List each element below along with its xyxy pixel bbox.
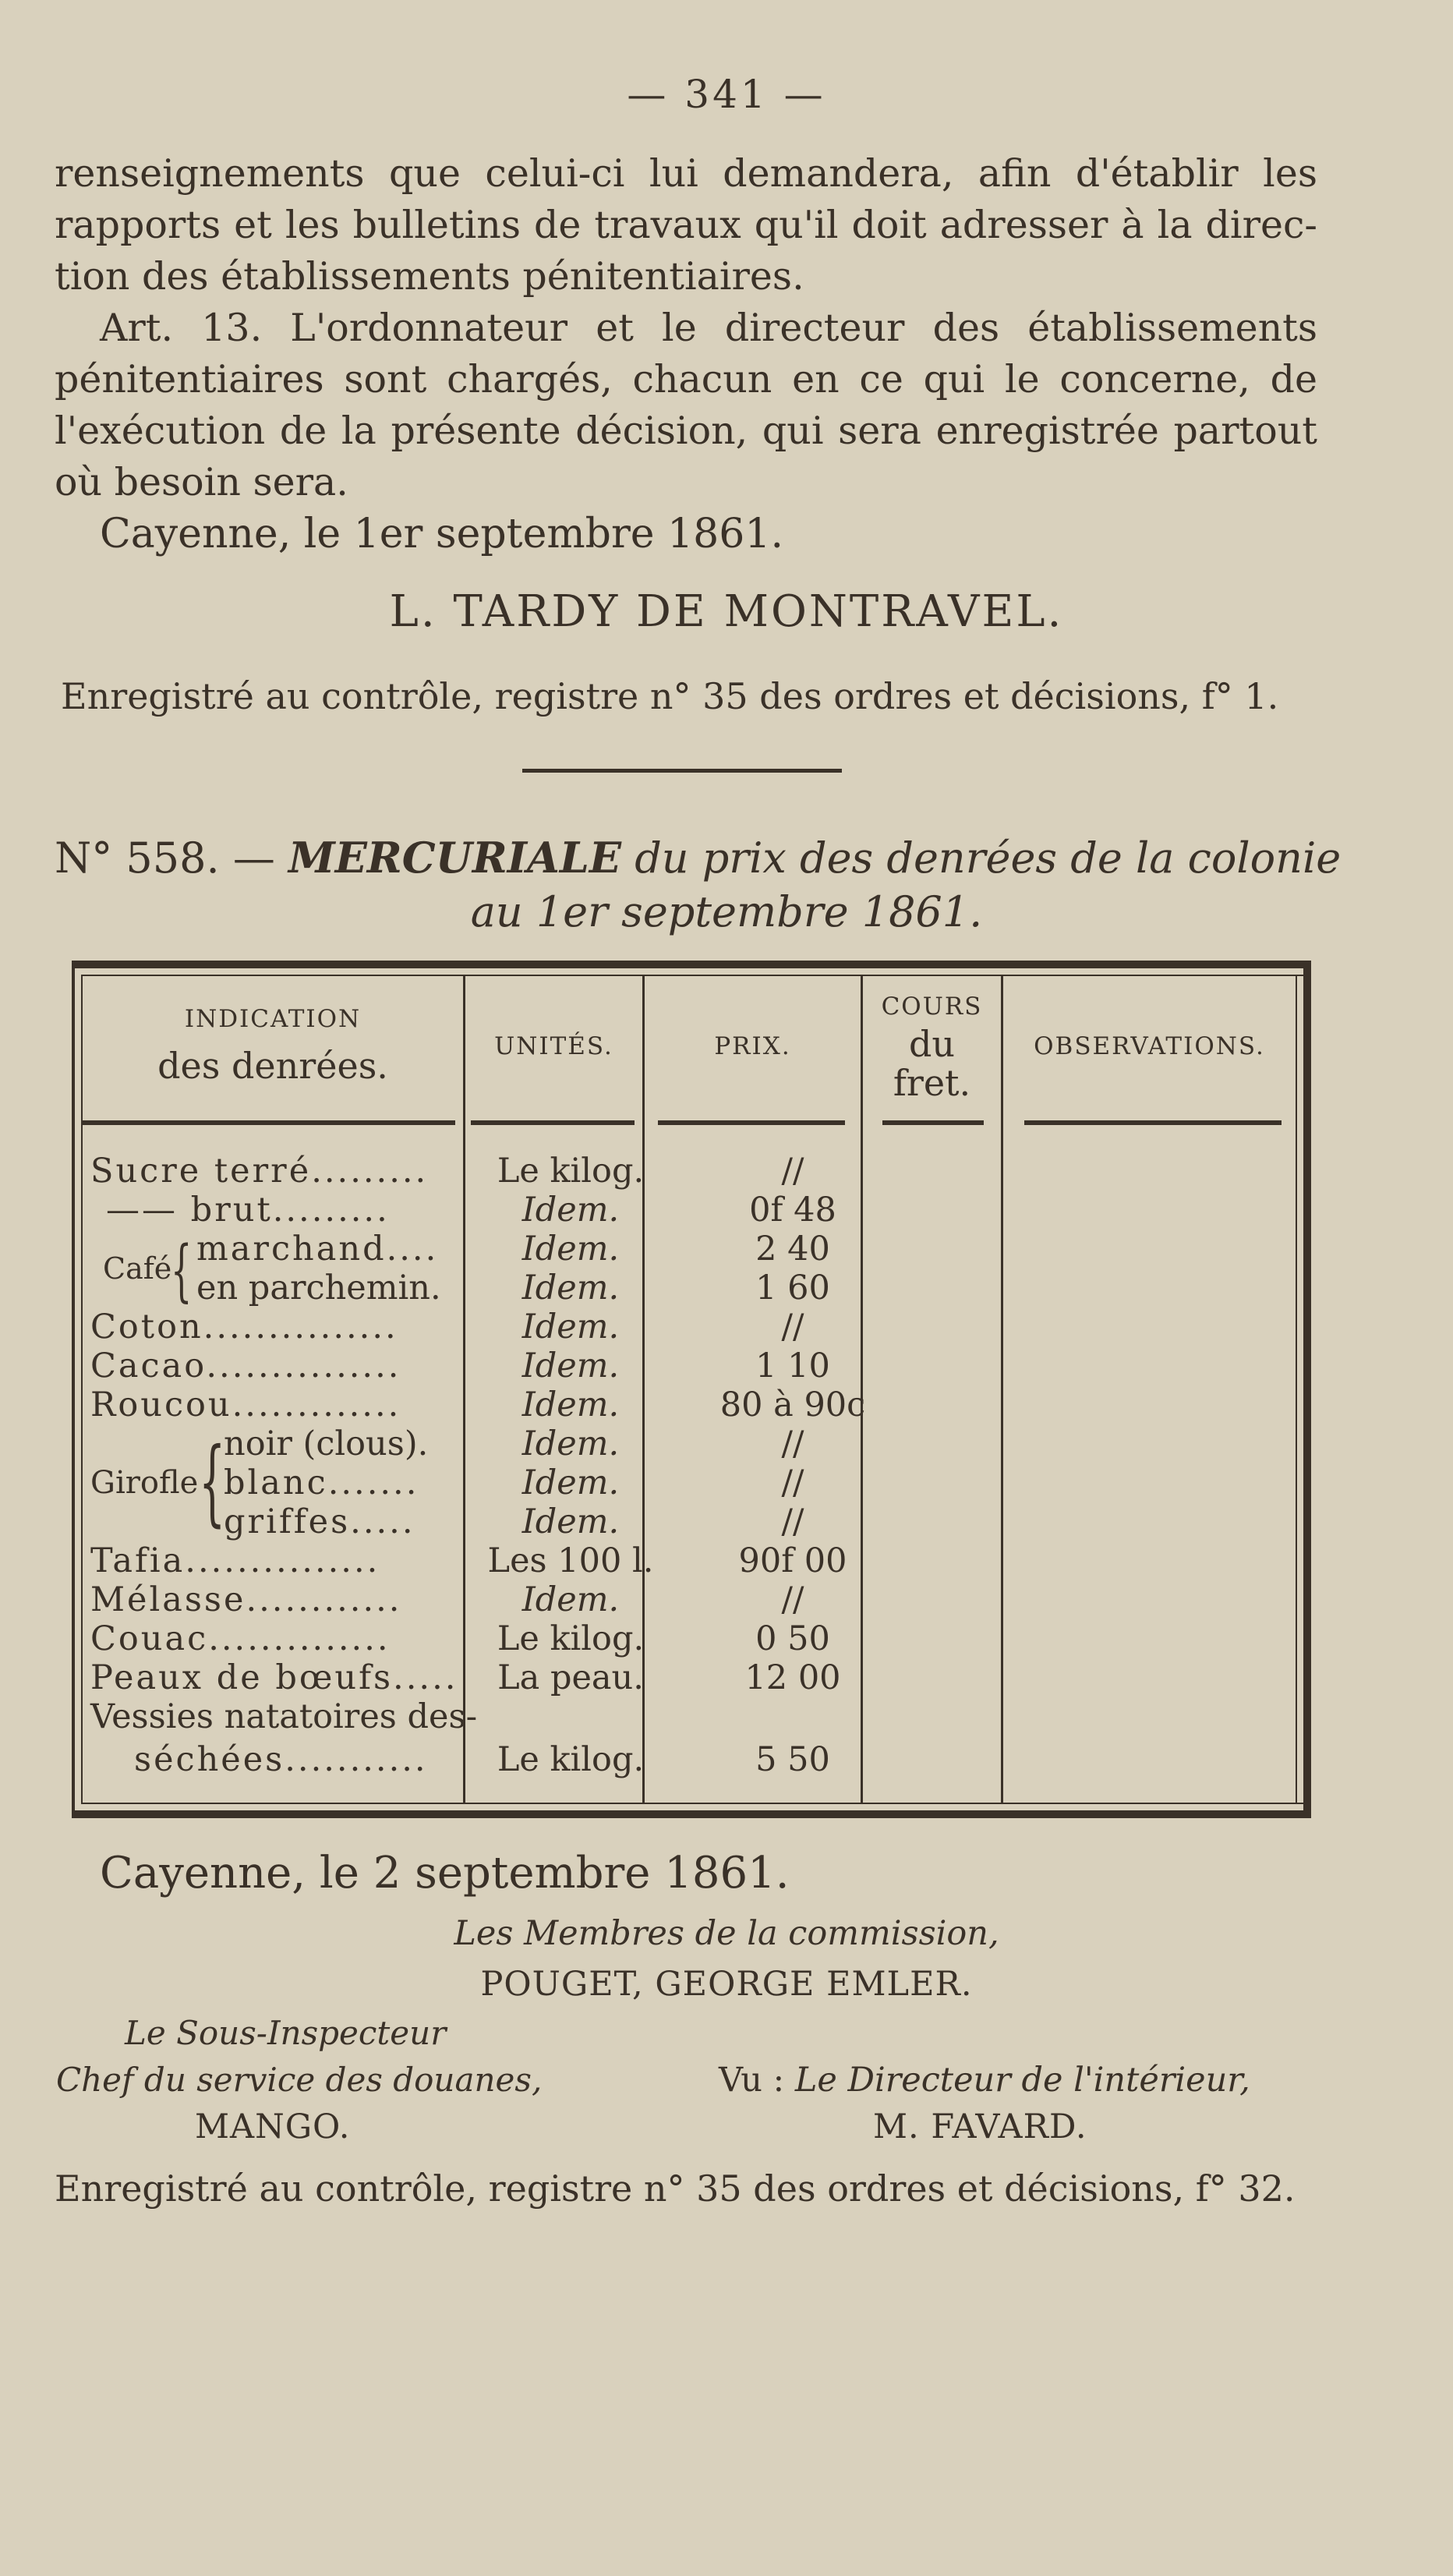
group-label-cafe: Café bbox=[103, 1251, 172, 1286]
row-prix: // bbox=[781, 1424, 804, 1463]
enregistre-1: Enregistré au contrôle, registre n° 35 des ordres et décisions, f° 1. bbox=[61, 675, 1279, 717]
row-unite: Idem. bbox=[521, 1502, 620, 1541]
table-border bbox=[81, 975, 1305, 976]
row-unite: Idem. bbox=[521, 1230, 620, 1269]
row-unite: Idem. bbox=[521, 1424, 620, 1463]
row-unite: La peau. bbox=[497, 1658, 644, 1697]
signature-1: L. TARDY DE MONTRAVEL. bbox=[389, 586, 1064, 637]
brace: { bbox=[199, 1428, 226, 1537]
date-1: Cayenne, le 1er septembre 1861. bbox=[100, 511, 783, 557]
row-prix: 1 10 bbox=[755, 1346, 830, 1385]
table-border bbox=[81, 1803, 1305, 1804]
art13-line-3: l'exécution de la présente décision, qui sera enregistrée partout bbox=[55, 409, 1317, 453]
row-unite: Idem. bbox=[521, 1385, 620, 1424]
group-label-girofle: Girofle bbox=[90, 1465, 199, 1501]
row-prix: // bbox=[781, 1463, 804, 1502]
row-unite: Idem. bbox=[521, 1463, 620, 1502]
row-denree: griffes..... bbox=[224, 1502, 415, 1541]
page-number: — 341 — bbox=[627, 72, 826, 117]
table-border bbox=[72, 961, 1311, 968]
header-rule bbox=[81, 1120, 455, 1125]
divider-rule bbox=[522, 769, 842, 773]
title-rest: du prix des denrées de la colonie bbox=[635, 833, 1342, 883]
intro-line-3: tion des établissements pénitentiaires. bbox=[55, 254, 804, 299]
header-rule bbox=[658, 1120, 845, 1125]
header-rule bbox=[471, 1120, 635, 1125]
row-denree: séchées........... bbox=[134, 1740, 428, 1779]
header-fret: fret. bbox=[893, 1062, 971, 1104]
art13-line-2: pénitentiaires sont chargés, chacun en ce qui le concerne, de bbox=[55, 357, 1317, 402]
header-rule bbox=[1024, 1120, 1282, 1125]
table-border bbox=[72, 1810, 1311, 1818]
chef-service: Chef du service des douanes, bbox=[56, 2061, 543, 2099]
row-prix: 0f 48 bbox=[749, 1191, 836, 1230]
title-number: N° 558. — bbox=[55, 833, 275, 883]
row-denree: marchand.... bbox=[196, 1230, 439, 1269]
row-denree: Peaux de bœufs..... bbox=[90, 1658, 458, 1697]
signature-favard: M. FAVARD. bbox=[873, 2107, 1087, 2146]
title-line-2 bbox=[0, 887, 1453, 936]
row-unite: Les 100 l. bbox=[487, 1541, 654, 1580]
header-prix: PRIX. bbox=[714, 1032, 791, 1060]
row-denree: Vessies natatoires des- bbox=[90, 1697, 478, 1736]
row-prix: // bbox=[781, 1502, 804, 1541]
row-denree: Mélasse............ bbox=[90, 1580, 402, 1619]
row-unite: Le kilog. bbox=[497, 1619, 645, 1658]
header-indication: INDICATION bbox=[184, 1005, 362, 1033]
row-denree: en parchemin. bbox=[196, 1269, 441, 1307]
row-prix: // bbox=[781, 1307, 804, 1346]
row-unite: Idem. bbox=[521, 1307, 620, 1346]
row-unite: Idem. bbox=[521, 1580, 620, 1619]
intro-line-2: rapports et les bulletins de travaux qu'il doit adresser à la direc- bbox=[55, 203, 1317, 247]
mercuriale-table bbox=[72, 961, 1311, 1818]
row-denree: Couac.............. bbox=[90, 1619, 391, 1658]
row-prix: // bbox=[781, 1580, 804, 1619]
header-unites: UNITÉS. bbox=[494, 1032, 613, 1060]
row-prix: 5 50 bbox=[755, 1740, 830, 1779]
row-prix: 0 50 bbox=[755, 1619, 830, 1658]
column-divider bbox=[1001, 976, 1003, 1804]
table-border bbox=[1296, 975, 1297, 1804]
row-unite: Le kilog. bbox=[497, 1152, 645, 1191]
art13-line-4: où besoin sera. bbox=[55, 460, 348, 504]
row-prix: 90f 00 bbox=[738, 1541, 847, 1580]
row-prix: // bbox=[781, 1152, 804, 1191]
row-denree: Cacao............... bbox=[90, 1346, 401, 1385]
row-denree: Coton............... bbox=[90, 1307, 398, 1346]
vu-text: Le Directeur de l'intérieur, bbox=[794, 2061, 1250, 2100]
decision-title bbox=[55, 833, 1342, 883]
enregistre-2: Enregistré au contrôle, registre n° 35 des ordres et décisions, f° 32. bbox=[55, 2167, 1296, 2210]
title-word: MERCURIALE bbox=[288, 833, 622, 883]
row-prix: 1 60 bbox=[755, 1269, 830, 1307]
members-names: POUGET, GEORGE EMLER. bbox=[480, 1965, 973, 2004]
vu-line bbox=[719, 2061, 1250, 2100]
members-label: Les Membres de la commission, bbox=[454, 1914, 999, 1953]
row-denree: Roucou............. bbox=[90, 1385, 401, 1424]
intro-line-1: renseignements que celui-ci lui demandera, afin d'établir les bbox=[55, 151, 1317, 196]
header-du: du bbox=[908, 1023, 956, 1065]
row-prix: 80 à 90c bbox=[719, 1385, 866, 1424]
row-unite: Idem. bbox=[521, 1269, 620, 1307]
table-border bbox=[1303, 961, 1311, 1818]
row-prix: 2 40 bbox=[755, 1230, 830, 1269]
signature-mango: MANGO. bbox=[195, 2107, 351, 2146]
row-denree: —— brut......... bbox=[106, 1191, 390, 1230]
header-rule bbox=[882, 1120, 984, 1125]
table-border bbox=[81, 975, 83, 1804]
header-denrees: des denrées. bbox=[157, 1045, 388, 1087]
row-prix: 12 00 bbox=[744, 1658, 841, 1697]
row-denree: blanc....... bbox=[224, 1463, 419, 1502]
row-denree: noir (clous). bbox=[224, 1424, 429, 1463]
vu-prefix: Vu : bbox=[719, 2061, 785, 2100]
row-denree: Tafia............... bbox=[90, 1541, 380, 1580]
row-unite: Idem. bbox=[521, 1346, 620, 1385]
table-border bbox=[72, 961, 75, 1818]
row-unite: Le kilog. bbox=[497, 1740, 645, 1779]
title-date: au 1er septembre 1861. bbox=[470, 887, 983, 936]
brace: { bbox=[171, 1232, 193, 1310]
sous-inspecteur: Le Sous-Inspecteur bbox=[125, 2014, 447, 2052]
date-2: Cayenne, le 2 septembre 1861. bbox=[100, 1848, 790, 1898]
header-observations: OBSERVATIONS. bbox=[1034, 1032, 1265, 1060]
art13-line-1: Art. 13. L'ordonnateur et le directeur des établissements bbox=[100, 306, 1317, 350]
row-unite: Idem. bbox=[521, 1191, 620, 1230]
row-denree: Sucre terré......... bbox=[90, 1152, 429, 1191]
header-cours: COURS bbox=[881, 993, 983, 1021]
